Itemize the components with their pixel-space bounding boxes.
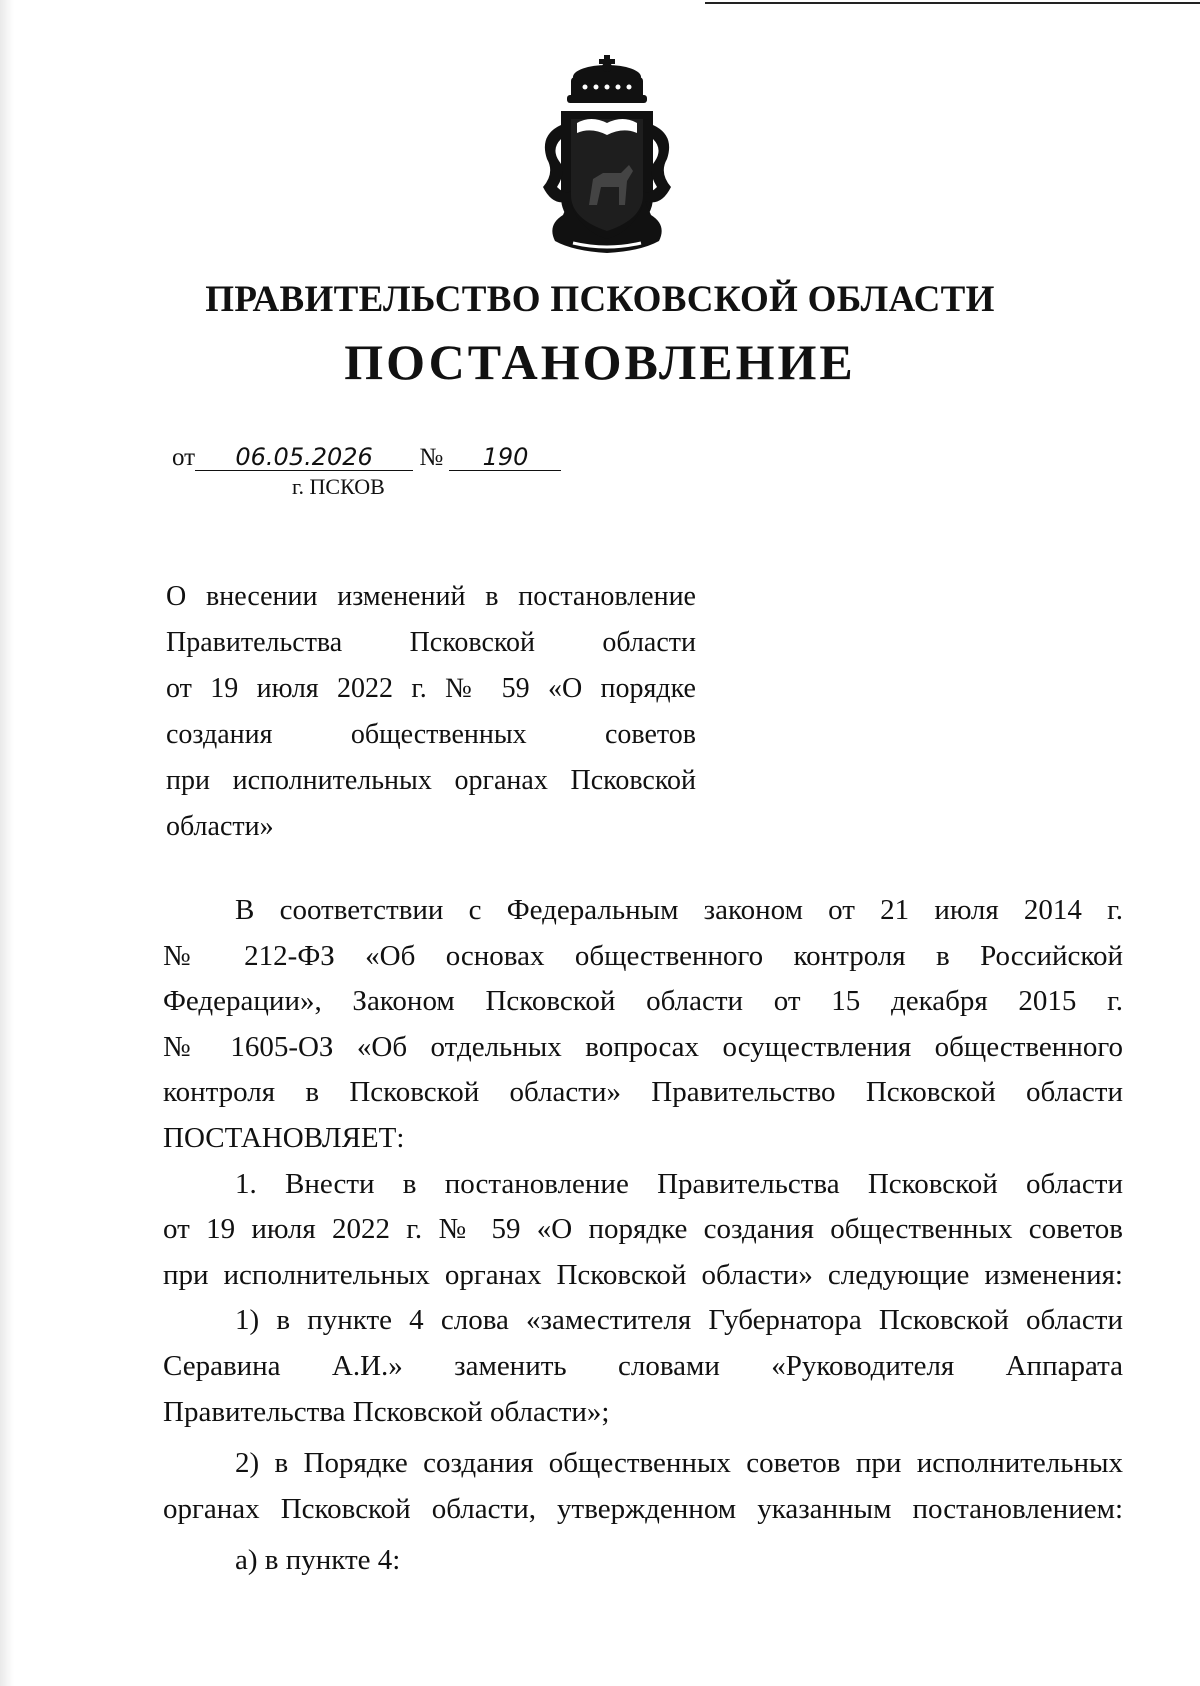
body-line: Серавина А.И.» заменить словами «Руководителя Аппарата (163, 1349, 1123, 1382)
body-line: 2) в Порядке создания общественных советов при исполнительных (235, 1447, 1123, 1480)
document-body (163, 888, 1123, 1584)
body-line: Правительства Псковской области»; (163, 1395, 610, 1428)
body-line: № 212-ФЗ «Об основах общественного контроля в Российской (163, 939, 1123, 972)
body-line: ПОСТАНОВЛЯЕТ: (163, 1121, 405, 1154)
body-line: № 1605-ОЗ «Об отдельных вопросах осуществления общественного (163, 1030, 1123, 1063)
body-line: контроля в Псковской области» Правительство Псковской области (163, 1076, 1123, 1109)
date-number-row (172, 444, 561, 472)
subject-line: области» (166, 811, 274, 842)
scan-artifact-line (705, 2, 1200, 4)
body-line: 1. Внести в постановление Правительства Псковской области (235, 1167, 1123, 1200)
organization-title: ПРАВИТЕЛЬСТВО ПСКОВСКОЙ ОБЛАСТИ (205, 279, 995, 320)
date-prefix: от (172, 444, 196, 471)
subject-line: Правительства Псковской области (166, 627, 696, 658)
body-line: органах Псковской области, утвержденном указанным постановлением: (163, 1492, 1123, 1525)
scan-edge (0, 0, 14, 1686)
subject-line: О внесении изменений в постановление (166, 581, 696, 612)
number-value: 190 (449, 444, 561, 471)
body-line: при исполнительных органах Псковской области» следующие изменения: (163, 1258, 1123, 1291)
document-subject (166, 574, 696, 850)
body-line: а) в пункте 4: (235, 1544, 401, 1577)
subject-line: при исполнительных органах Псковской (166, 765, 696, 796)
body-line: 1) в пункте 4 слова «заместителя Губернатора Псковской области (235, 1304, 1123, 1337)
body-line: В соответствии с Федеральным законом от 21 июля 2014 г. (235, 894, 1123, 926)
date-value: 06.05.2026 (195, 444, 413, 471)
pskov-coat-of-arms-icon (533, 55, 681, 255)
subject-line: создания общественных советов (166, 719, 696, 750)
body-line: от 19 июля 2022 г. № 59 «О порядке создания общественных советов (163, 1213, 1123, 1246)
number-prefix: № (419, 444, 444, 471)
document-type-title: ПОСТАНОВЛЕНИЕ (344, 334, 856, 390)
subject-line: от 19 июля 2022 г. № 59 «О порядке (166, 673, 696, 704)
body-line: Федерации», Законом Псковской области от 15 декабря 2015 г. (163, 985, 1123, 1018)
city-label: г. ПСКОВ (292, 474, 385, 499)
